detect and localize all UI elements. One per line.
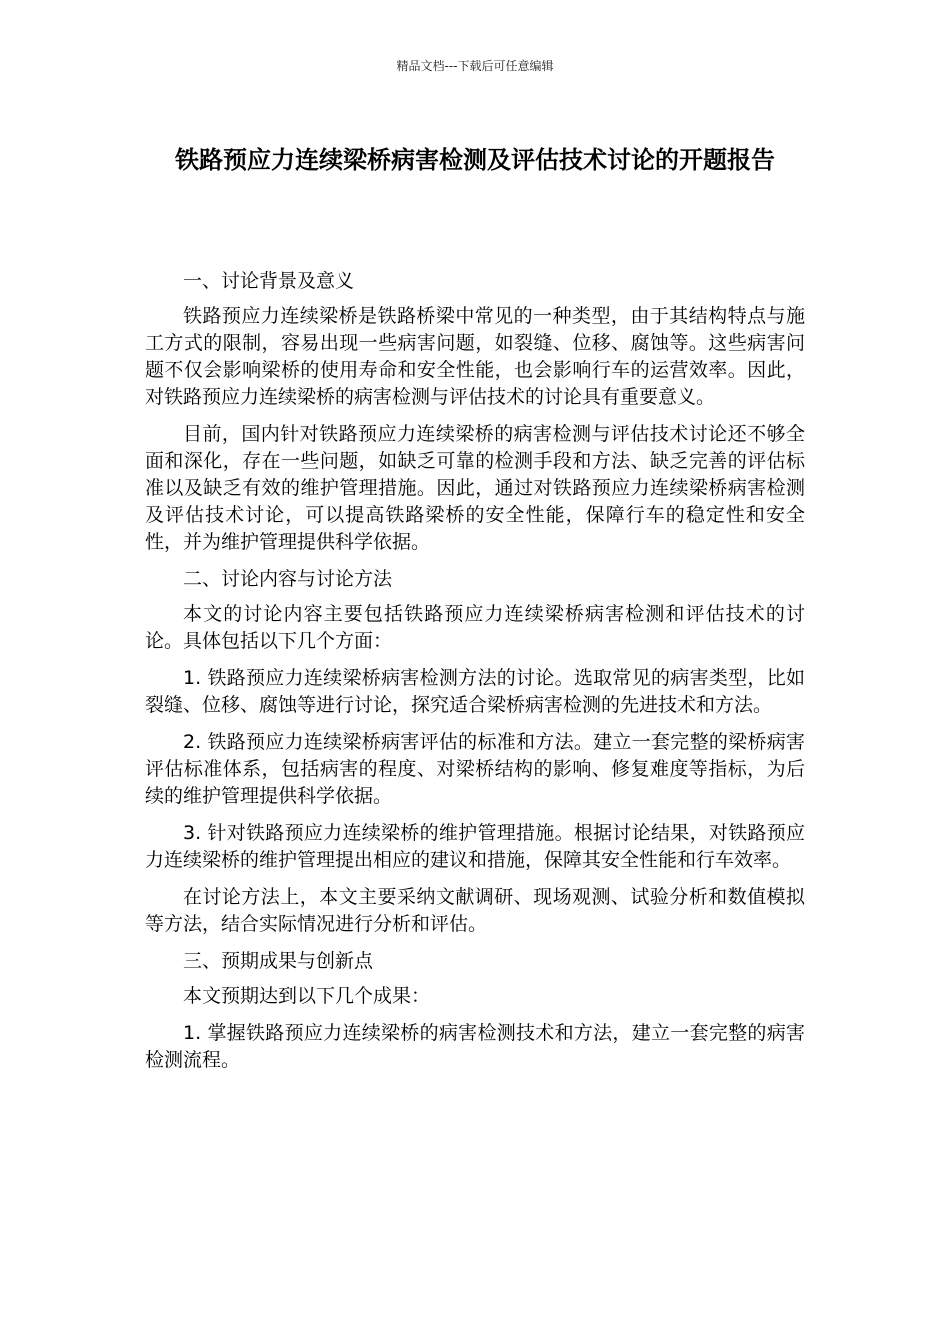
section-heading-expected-results: 三、预期成果与创新点 [183, 950, 374, 972]
list-item: 2. 铁路预应力连续梁桥病害评估的标准和方法。建立一套完整的梁桥病害评估标准体系，包括病害的程度、对梁桥结构的影响、修复难度等指标，为后续的维护管理提供科学依据。 [145, 731, 805, 807]
paragraph: 在讨论方法上，本文主要采纳文献调研、现场观测、试验分析和数值模拟等方法，结合实际情况进行分析和评估。 [145, 886, 805, 935]
document-body [145, 268, 805, 1084]
list-item: 3. 针对铁路预应力连续梁桥的维护管理措施。根据讨论结果，对铁路预应力连续梁桥的维护管理提出相应的建议和措施，保障其安全性能和行车效率。 [145, 822, 805, 871]
list-item: 1. 铁路预应力连续梁桥病害检测方法的讨论。选取常见的病害类型，比如裂缝、位移、腐蚀等进行讨论，探究适合梁桥病害检测的先进技术和方法。 [145, 667, 805, 716]
list-item: 1. 掌握铁路预应力连续梁桥的病害检测技术和方法，建立一套完整的病害检测流程。 [145, 1022, 805, 1071]
paragraph: 目前，国内针对铁路预应力连续梁桥的病害检测与评估技术讨论还不够全面和深化，存在一些问题，如缺乏可靠的检测手段和方法、缺乏完善的评估标准以及缺乏有效的维护管理措施。因此，通过对铁路预应力连续梁桥病害检测及评估技术讨论，可以提高铁路梁桥的安全性能，保障行车的稳定性和安全性，并为维护管理提供科学依据。 [145, 423, 805, 553]
document-title: 铁路预应力连续梁桥病害检测及评估技术讨论的开题报告 [175, 146, 775, 174]
paragraph: 铁路预应力连续梁桥是铁路桥梁中常见的一种类型，由于其结构特点与施工方式的限制，容易出现一些病害问题，如裂缝、位移、腐蚀等。这些病害问题不仅会影响梁桥的使用寿命和安全性能，也会影响行车的运营效率。因此，对铁路预应力连续梁桥的病害检测与评估技术的讨论具有重要意义。 [145, 305, 805, 408]
section-heading-content-method: 二、讨论内容与讨论方法 [183, 568, 393, 590]
paragraph: 本文预期达到以下几个成果： [183, 985, 431, 1007]
page-header: 精品文档---下载后可任意编辑 [396, 59, 554, 73]
section-heading-background: 一、讨论背景及意义 [183, 270, 355, 292]
paragraph: 本文的讨论内容主要包括铁路预应力连续梁桥病害检测和评估技术的讨论。具体包括以下几个方面： [145, 603, 805, 652]
